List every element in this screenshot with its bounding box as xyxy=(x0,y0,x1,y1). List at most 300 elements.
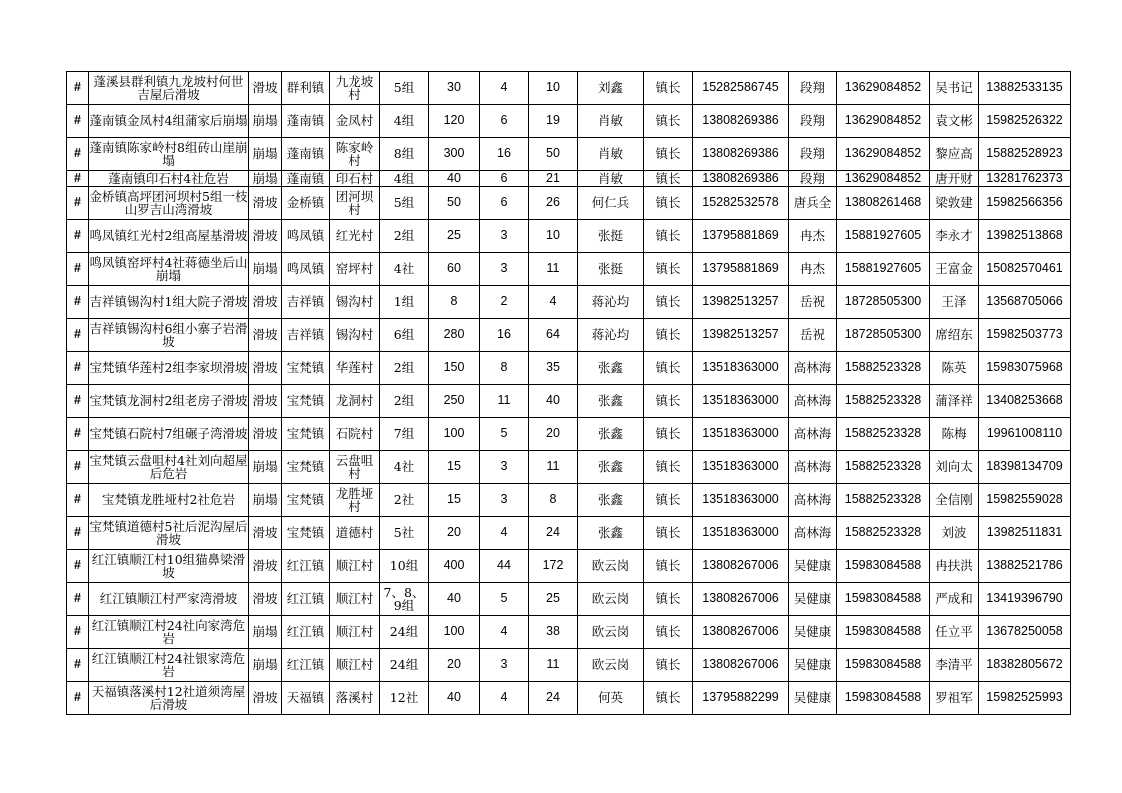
leader-name: 欧云岗 xyxy=(578,649,644,682)
contact-2-phone: 15983084588 xyxy=(837,550,930,583)
count-2: 4 xyxy=(480,616,529,649)
leader-phone: 13518363000 xyxy=(693,385,789,418)
contact-3-phone: 15982503773 xyxy=(979,319,1071,352)
leader-phone: 13518363000 xyxy=(693,418,789,451)
group: 1组 xyxy=(380,286,429,319)
table-row xyxy=(67,616,1071,649)
hazard-type: 滑坡 xyxy=(249,418,282,451)
town: 红江镇 xyxy=(282,616,330,649)
contact-3-phone: 13678250058 xyxy=(979,616,1071,649)
contact-3-phone: 15982526322 xyxy=(979,105,1071,138)
town: 蓬南镇 xyxy=(282,171,330,187)
count-2: 3 xyxy=(480,253,529,286)
village: 落溪村 xyxy=(330,682,380,715)
contact-3-phone: 19961008110 xyxy=(979,418,1071,451)
count-3: 25 xyxy=(529,583,578,616)
count-2: 6 xyxy=(480,187,529,220)
count-3: 38 xyxy=(529,616,578,649)
contact-2-name: 岳祝 xyxy=(789,319,837,352)
contact-3-phone: 18382805672 xyxy=(979,649,1071,682)
contact-2-phone: 13629084852 xyxy=(837,72,930,105)
hazard-contact-table xyxy=(66,71,1071,715)
leader-name: 肖敏 xyxy=(578,138,644,171)
contact-3-phone: 15882528923 xyxy=(979,138,1071,171)
contact-2-name: 段翔 xyxy=(789,72,837,105)
leader-title: 镇长 xyxy=(644,484,693,517)
village: 顺江村 xyxy=(330,550,380,583)
table-row xyxy=(67,105,1071,138)
row-marker: # xyxy=(67,583,89,616)
leader-name: 张鑫 xyxy=(578,385,644,418)
contact-2-name: 高林海 xyxy=(789,385,837,418)
leader-phone: 13808269386 xyxy=(693,138,789,171)
hazard-type: 崩塌 xyxy=(249,616,282,649)
contact-2-phone: 15881927605 xyxy=(837,220,930,253)
hazard-location: 鸣凤镇窑坪村4社蒋德坐后山崩塌 xyxy=(89,253,249,286)
town: 宝梵镇 xyxy=(282,484,330,517)
count-3: 24 xyxy=(529,517,578,550)
hazard-type: 崩塌 xyxy=(249,649,282,682)
table-row xyxy=(67,286,1071,319)
leader-title: 镇长 xyxy=(644,319,693,352)
hazard-type: 滑坡 xyxy=(249,550,282,583)
table-row xyxy=(67,550,1071,583)
leader-phone: 13808267006 xyxy=(693,550,789,583)
village: 九龙坡村 xyxy=(330,72,380,105)
contact-2-name: 冉杰 xyxy=(789,253,837,286)
count-3: 10 xyxy=(529,72,578,105)
leader-phone: 13795881869 xyxy=(693,253,789,286)
contact-2-name: 高林海 xyxy=(789,418,837,451)
group: 8组 xyxy=(380,138,429,171)
row-marker: # xyxy=(67,187,89,220)
contact-3-name: 李永才 xyxy=(930,220,979,253)
row-marker: # xyxy=(67,484,89,517)
town: 宝梵镇 xyxy=(282,418,330,451)
contact-3-name: 全信刚 xyxy=(930,484,979,517)
count-2: 5 xyxy=(480,418,529,451)
row-marker: # xyxy=(67,319,89,352)
contact-2-phone: 13629084852 xyxy=(837,105,930,138)
count-2: 44 xyxy=(480,550,529,583)
village: 顺江村 xyxy=(330,649,380,682)
row-marker: # xyxy=(67,682,89,715)
contact-3-name: 刘波 xyxy=(930,517,979,550)
contact-2-phone: 15983084588 xyxy=(837,583,930,616)
row-marker: # xyxy=(67,649,89,682)
town: 蓬南镇 xyxy=(282,138,330,171)
contact-2-name: 段翔 xyxy=(789,171,837,187)
count-3: 20 xyxy=(529,418,578,451)
leader-phone: 13795881869 xyxy=(693,220,789,253)
row-marker: # xyxy=(67,220,89,253)
hazard-location: 天福镇落溪村12社道须湾屋后滑坡 xyxy=(89,682,249,715)
count-1: 40 xyxy=(429,171,480,187)
table-row xyxy=(67,171,1071,187)
village: 窑坪村 xyxy=(330,253,380,286)
group: 2组 xyxy=(380,385,429,418)
town: 鸣凤镇 xyxy=(282,253,330,286)
row-marker: # xyxy=(67,616,89,649)
count-1: 15 xyxy=(429,484,480,517)
count-2: 6 xyxy=(480,105,529,138)
count-1: 120 xyxy=(429,105,480,138)
contact-2-phone: 15882523328 xyxy=(837,418,930,451)
leader-name: 张鑫 xyxy=(578,352,644,385)
contact-3-phone: 13982511831 xyxy=(979,517,1071,550)
group: 4组 xyxy=(380,105,429,138)
count-2: 8 xyxy=(480,352,529,385)
village: 石院村 xyxy=(330,418,380,451)
group: 12社 xyxy=(380,682,429,715)
group: 4组 xyxy=(380,171,429,187)
hazard-type: 滑坡 xyxy=(249,72,282,105)
table-row xyxy=(67,187,1071,220)
contact-2-phone: 15882523328 xyxy=(837,451,930,484)
hazard-type: 滑坡 xyxy=(249,352,282,385)
count-2: 4 xyxy=(480,72,529,105)
town: 鸣凤镇 xyxy=(282,220,330,253)
row-marker: # xyxy=(67,550,89,583)
count-2: 16 xyxy=(480,138,529,171)
contact-2-phone: 15882523328 xyxy=(837,385,930,418)
leader-title: 镇长 xyxy=(644,105,693,138)
contact-3-phone: 13982513868 xyxy=(979,220,1071,253)
row-marker: # xyxy=(67,105,89,138)
group: 2组 xyxy=(380,220,429,253)
contact-3-phone: 18398134709 xyxy=(979,451,1071,484)
contact-3-name: 陈英 xyxy=(930,352,979,385)
leader-title: 镇长 xyxy=(644,187,693,220)
hazard-type: 滑坡 xyxy=(249,583,282,616)
leader-title: 镇长 xyxy=(644,253,693,286)
leader-title: 镇长 xyxy=(644,517,693,550)
count-1: 20 xyxy=(429,649,480,682)
leader-name: 张鑫 xyxy=(578,451,644,484)
leader-title: 镇长 xyxy=(644,550,693,583)
village: 红光村 xyxy=(330,220,380,253)
table-row xyxy=(67,385,1071,418)
village: 龙洞村 xyxy=(330,385,380,418)
table-row xyxy=(67,418,1071,451)
leader-phone: 13982513257 xyxy=(693,319,789,352)
row-marker: # xyxy=(67,138,89,171)
village: 顺江村 xyxy=(330,583,380,616)
hazard-location: 蓬溪县群利镇九龙坡村何世吉屋后滑坡 xyxy=(89,72,249,105)
table-row xyxy=(67,253,1071,286)
row-marker: # xyxy=(67,517,89,550)
hazard-location: 宝梵镇云盘咀村4社刘向超屋后危岩 xyxy=(89,451,249,484)
leader-name: 张挺 xyxy=(578,220,644,253)
count-2: 3 xyxy=(480,451,529,484)
table-row xyxy=(67,583,1071,616)
hazard-type: 滑坡 xyxy=(249,319,282,352)
village: 云盘咀村 xyxy=(330,451,380,484)
contact-2-name: 高林海 xyxy=(789,484,837,517)
group: 5组 xyxy=(380,187,429,220)
table-row xyxy=(67,649,1071,682)
count-3: 10 xyxy=(529,220,578,253)
hazard-location: 蓬南镇陈家岭村8组砖山崖崩塌 xyxy=(89,138,249,171)
contact-2-name: 冉杰 xyxy=(789,220,837,253)
contact-3-phone: 15982566356 xyxy=(979,187,1071,220)
contact-3-name: 刘向太 xyxy=(930,451,979,484)
contact-3-name: 蒲泽祥 xyxy=(930,385,979,418)
count-1: 25 xyxy=(429,220,480,253)
town: 宝梵镇 xyxy=(282,517,330,550)
count-3: 50 xyxy=(529,138,578,171)
group: 5组 xyxy=(380,72,429,105)
contact-3-name: 席绍东 xyxy=(930,319,979,352)
count-3: 8 xyxy=(529,484,578,517)
leader-name: 肖敏 xyxy=(578,171,644,187)
group: 6组 xyxy=(380,319,429,352)
contact-3-name: 王富金 xyxy=(930,253,979,286)
hazard-type: 崩塌 xyxy=(249,484,282,517)
leader-phone: 13808267006 xyxy=(693,616,789,649)
count-3: 64 xyxy=(529,319,578,352)
village: 金凤村 xyxy=(330,105,380,138)
village: 团河坝村 xyxy=(330,187,380,220)
row-marker: # xyxy=(67,352,89,385)
group: 24组 xyxy=(380,616,429,649)
count-1: 280 xyxy=(429,319,480,352)
hazard-type: 滑坡 xyxy=(249,220,282,253)
hazard-type: 滑坡 xyxy=(249,517,282,550)
contact-3-phone: 15982559028 xyxy=(979,484,1071,517)
contact-3-name: 梁敦建 xyxy=(930,187,979,220)
count-2: 11 xyxy=(480,385,529,418)
leader-title: 镇长 xyxy=(644,418,693,451)
count-3: 21 xyxy=(529,171,578,187)
contact-3-name: 冉扶洪 xyxy=(930,550,979,583)
leader-phone: 13518363000 xyxy=(693,352,789,385)
leader-title: 镇长 xyxy=(644,220,693,253)
contact-2-phone: 18728505300 xyxy=(837,286,930,319)
count-1: 150 xyxy=(429,352,480,385)
count-1: 100 xyxy=(429,616,480,649)
hazard-location: 红江镇顺江村严家湾滑坡 xyxy=(89,583,249,616)
contact-3-name: 王泽 xyxy=(930,286,979,319)
hazard-type: 滑坡 xyxy=(249,187,282,220)
leader-title: 镇长 xyxy=(644,451,693,484)
contact-2-name: 高林海 xyxy=(789,352,837,385)
leader-phone: 15282586745 xyxy=(693,72,789,105)
contact-3-name: 李清平 xyxy=(930,649,979,682)
leader-phone: 13808267006 xyxy=(693,583,789,616)
count-2: 2 xyxy=(480,286,529,319)
town: 金桥镇 xyxy=(282,187,330,220)
hazard-location: 宝梵镇龙洞村2组老房子滑坡 xyxy=(89,385,249,418)
hazard-location: 宝梵镇龙胜垭村2社危岩 xyxy=(89,484,249,517)
hazard-location: 鸣凤镇红光村2组高屋基滑坡 xyxy=(89,220,249,253)
table-row xyxy=(67,352,1071,385)
village: 龙胜垭村 xyxy=(330,484,380,517)
leader-title: 镇长 xyxy=(644,583,693,616)
leader-title: 镇长 xyxy=(644,682,693,715)
group: 7组 xyxy=(380,418,429,451)
count-1: 300 xyxy=(429,138,480,171)
count-2: 6 xyxy=(480,171,529,187)
group: 2组 xyxy=(380,352,429,385)
hazard-type: 崩塌 xyxy=(249,138,282,171)
table-row xyxy=(67,319,1071,352)
leader-name: 肖敏 xyxy=(578,105,644,138)
group: 4社 xyxy=(380,253,429,286)
leader-name: 何英 xyxy=(578,682,644,715)
hazard-type: 滑坡 xyxy=(249,286,282,319)
count-1: 40 xyxy=(429,682,480,715)
group: 2社 xyxy=(380,484,429,517)
contact-2-name: 吴健康 xyxy=(789,550,837,583)
leader-title: 镇长 xyxy=(644,616,693,649)
contact-3-name: 任立平 xyxy=(930,616,979,649)
contact-2-phone: 13629084852 xyxy=(837,138,930,171)
hazard-location: 蓬南镇金凤村4组蒲家后崩塌 xyxy=(89,105,249,138)
contact-2-phone: 15882523328 xyxy=(837,517,930,550)
hazard-type: 滑坡 xyxy=(249,385,282,418)
contact-3-phone: 13568705066 xyxy=(979,286,1071,319)
count-1: 250 xyxy=(429,385,480,418)
town: 红江镇 xyxy=(282,583,330,616)
hazard-location: 红江镇顺江村10组猫鼻梁滑坡 xyxy=(89,550,249,583)
count-3: 4 xyxy=(529,286,578,319)
leader-name: 欧云岗 xyxy=(578,550,644,583)
count-1: 20 xyxy=(429,517,480,550)
row-marker: # xyxy=(67,72,89,105)
hazard-type: 滑坡 xyxy=(249,682,282,715)
contact-3-phone: 13408253668 xyxy=(979,385,1071,418)
count-3: 172 xyxy=(529,550,578,583)
contact-2-name: 吴健康 xyxy=(789,682,837,715)
village: 华莲村 xyxy=(330,352,380,385)
leader-phone: 13808269386 xyxy=(693,105,789,138)
contact-3-phone: 15082570461 xyxy=(979,253,1071,286)
group: 10组 xyxy=(380,550,429,583)
count-2: 3 xyxy=(480,484,529,517)
contact-2-phone: 15882523328 xyxy=(837,484,930,517)
count-3: 40 xyxy=(529,385,578,418)
town: 吉祥镇 xyxy=(282,286,330,319)
contact-3-phone: 13882521786 xyxy=(979,550,1071,583)
contact-3-name: 罗祖军 xyxy=(930,682,979,715)
table-row xyxy=(67,138,1071,171)
count-1: 30 xyxy=(429,72,480,105)
leader-phone: 13518363000 xyxy=(693,517,789,550)
village: 顺江村 xyxy=(330,616,380,649)
count-1: 8 xyxy=(429,286,480,319)
contact-2-name: 段翔 xyxy=(789,105,837,138)
count-1: 400 xyxy=(429,550,480,583)
contact-2-phone: 13629084852 xyxy=(837,171,930,187)
contact-2-phone: 15882523328 xyxy=(837,352,930,385)
village: 道德村 xyxy=(330,517,380,550)
contact-3-phone: 15983075968 xyxy=(979,352,1071,385)
town: 宝梵镇 xyxy=(282,451,330,484)
hazard-location: 宝梵镇道德村5社后泥沟屋后滑坡 xyxy=(89,517,249,550)
hazard-location: 蓬南镇印石村4社危岩 xyxy=(89,171,249,187)
contact-3-name: 唐开财 xyxy=(930,171,979,187)
village: 锡沟村 xyxy=(330,286,380,319)
leader-title: 镇长 xyxy=(644,138,693,171)
table-row xyxy=(67,484,1071,517)
leader-name: 刘鑫 xyxy=(578,72,644,105)
hazard-type: 崩塌 xyxy=(249,105,282,138)
count-3: 24 xyxy=(529,682,578,715)
leader-phone: 13982513257 xyxy=(693,286,789,319)
leader-name: 欧云岗 xyxy=(578,583,644,616)
count-3: 11 xyxy=(529,253,578,286)
table-row xyxy=(67,682,1071,715)
group: 5社 xyxy=(380,517,429,550)
table-row xyxy=(67,220,1071,253)
table-row xyxy=(67,72,1071,105)
contact-2-name: 吴健康 xyxy=(789,583,837,616)
count-1: 15 xyxy=(429,451,480,484)
contact-2-phone: 15983084588 xyxy=(837,649,930,682)
contact-2-phone: 13808261468 xyxy=(837,187,930,220)
hazard-location: 吉祥镇锡沟村6组小寨子岩滑坡 xyxy=(89,319,249,352)
village: 陈家岭村 xyxy=(330,138,380,171)
group: 4社 xyxy=(380,451,429,484)
contact-2-name: 吴健康 xyxy=(789,616,837,649)
contact-3-phone: 13419396790 xyxy=(979,583,1071,616)
village: 锡沟村 xyxy=(330,319,380,352)
leader-phone: 13518363000 xyxy=(693,484,789,517)
count-3: 11 xyxy=(529,451,578,484)
contact-3-name: 黎应高 xyxy=(930,138,979,171)
hazard-type: 崩塌 xyxy=(249,253,282,286)
count-1: 40 xyxy=(429,583,480,616)
contact-2-name: 岳祝 xyxy=(789,286,837,319)
town: 红江镇 xyxy=(282,550,330,583)
leader-title: 镇长 xyxy=(644,171,693,187)
count-3: 19 xyxy=(529,105,578,138)
row-marker: # xyxy=(67,253,89,286)
count-2: 3 xyxy=(480,649,529,682)
town: 天福镇 xyxy=(282,682,330,715)
leader-phone: 13808267006 xyxy=(693,649,789,682)
contact-2-name: 高林海 xyxy=(789,517,837,550)
contact-3-phone: 13882533135 xyxy=(979,72,1071,105)
leader-title: 镇长 xyxy=(644,352,693,385)
leader-phone: 13808269386 xyxy=(693,171,789,187)
hazard-location: 宝梵镇华莲村2组李家坝滑坡 xyxy=(89,352,249,385)
hazard-location: 红江镇顺江村24社银家湾危岩 xyxy=(89,649,249,682)
leader-name: 何仁兵 xyxy=(578,187,644,220)
leader-title: 镇长 xyxy=(644,72,693,105)
count-2: 5 xyxy=(480,583,529,616)
leader-name: 张挺 xyxy=(578,253,644,286)
contact-3-phone: 13281762373 xyxy=(979,171,1071,187)
group: 24组 xyxy=(380,649,429,682)
leader-title: 镇长 xyxy=(644,385,693,418)
leader-phone: 13518363000 xyxy=(693,451,789,484)
group: 7、8、9组 xyxy=(380,583,429,616)
town: 宝梵镇 xyxy=(282,385,330,418)
table-row xyxy=(67,451,1071,484)
count-3: 26 xyxy=(529,187,578,220)
hazard-location: 吉祥镇锡沟村1组大院子滑坡 xyxy=(89,286,249,319)
hazard-type: 崩塌 xyxy=(249,171,282,187)
row-marker: # xyxy=(67,451,89,484)
leader-phone: 15282532578 xyxy=(693,187,789,220)
leader-title: 镇长 xyxy=(644,286,693,319)
count-2: 4 xyxy=(480,517,529,550)
count-1: 60 xyxy=(429,253,480,286)
count-2: 3 xyxy=(480,220,529,253)
leader-name: 欧云岗 xyxy=(578,616,644,649)
